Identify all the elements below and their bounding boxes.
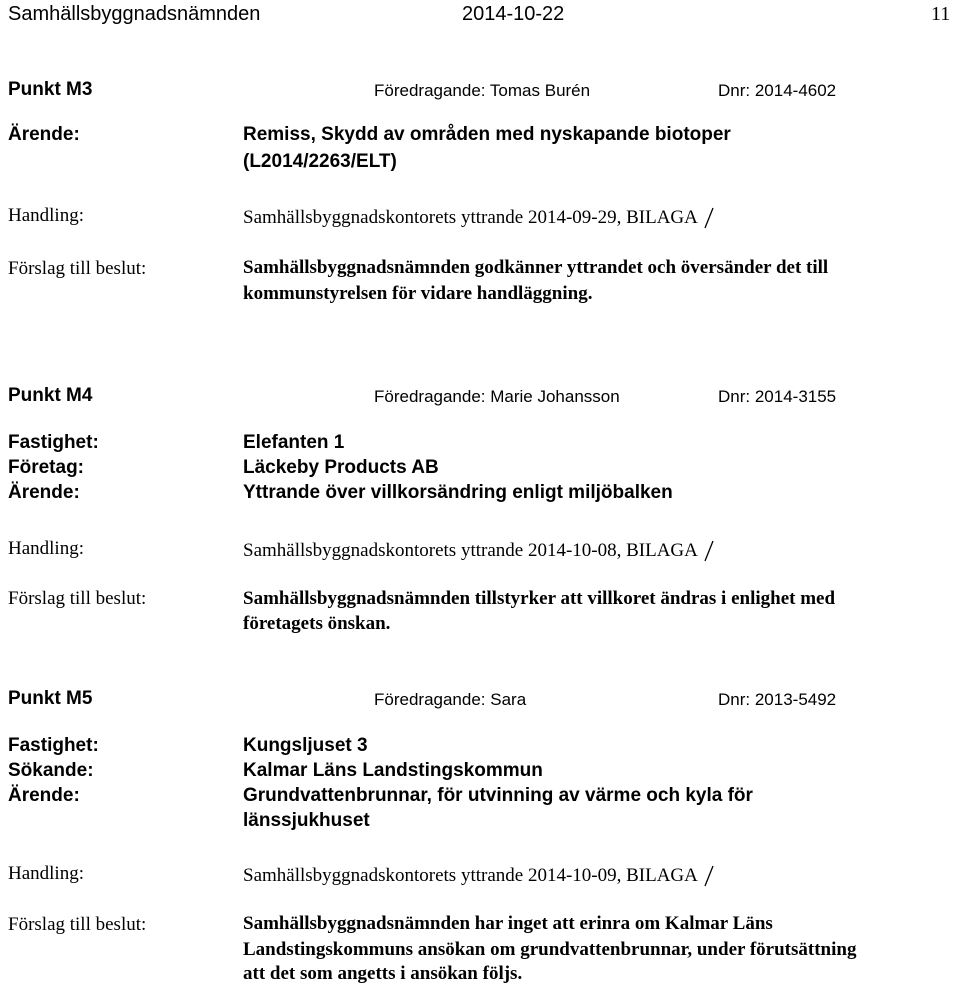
field-value-arende: Yttrande över villkorsändring enligt miljöbalken xyxy=(243,482,673,503)
handling-label: Handling: xyxy=(8,205,84,226)
attachment-icon[interactable] xyxy=(702,863,716,889)
proposal-line: Landstingskommuns ansökan om grundvattenbrunnar, under förutsättning xyxy=(243,939,857,960)
proposal-line: Samhällsbyggnadsnämnden godkänner yttrandet och översänder det till xyxy=(243,257,829,278)
proposal-label: Förslag till beslut: xyxy=(8,258,147,279)
item-dnr: Dnr: 2014-4602 xyxy=(718,81,837,100)
item-dnr: Dnr: 2014-3155 xyxy=(718,387,837,406)
item-presenter: Föredragande: Sara xyxy=(374,690,527,709)
proposal-line: Samhällsbyggnadsnämnden har inget att erinra om Kalmar Läns xyxy=(243,913,773,934)
page-number: 11 xyxy=(931,3,951,25)
field-label-foretag: Företag: xyxy=(8,457,84,478)
proposal-label: Förslag till beslut: xyxy=(8,914,147,935)
proposal-line: Samhällsbyggnadsnämnden tillstyrker att villkoret ändras i enlighet med xyxy=(243,588,836,609)
item-presenter: Föredragande: Tomas Burén xyxy=(374,81,591,100)
handling-document[interactable] xyxy=(243,205,716,231)
header-date: 2014-10-22 xyxy=(462,3,565,25)
handling-text: Samhällsbyggnadskontorets yttrande 2014-10-09, BILAGA xyxy=(243,865,698,886)
handling-label: Handling: xyxy=(8,538,84,559)
field-value-fastighet: Kungsljuset 3 xyxy=(243,735,368,756)
field-label-sokande: Sökande: xyxy=(8,760,94,781)
field-value-arende-line2: länssjukhuset xyxy=(243,810,370,831)
item-presenter: Föredragande: Marie Johansson xyxy=(374,387,620,406)
attachment-icon[interactable] xyxy=(702,205,716,231)
handling-document[interactable] xyxy=(243,863,716,889)
proposal-line: kommunstyrelsen för vidare handläggning. xyxy=(243,283,593,304)
handling-document[interactable] xyxy=(243,538,716,564)
item-title: Punkt M4 xyxy=(8,385,93,406)
field-label-arende: Ärende: xyxy=(8,124,80,145)
header-committee: Samhällsbyggnadsnämnden xyxy=(8,3,261,25)
proposal-line: företagets önskan. xyxy=(243,613,391,634)
field-value-arende-line2: (L2014/2263/ELT) xyxy=(243,151,397,172)
proposal-line: att det som angetts i ansökan följs. xyxy=(243,963,523,984)
item-title: Punkt M5 xyxy=(8,688,93,709)
item-dnr: Dnr: 2013-5492 xyxy=(718,690,837,709)
handling-text: Samhällsbyggnadskontorets yttrande 2014-09-29, BILAGA xyxy=(243,207,698,228)
handling-label: Handling: xyxy=(8,863,84,884)
proposal-label: Förslag till beslut: xyxy=(8,588,147,609)
field-value-arende: Grundvattenbrunnar, för utvinning av värme och kyla för xyxy=(243,785,753,806)
field-value-arende: Remiss, Skydd av områden med nyskapande biotoper xyxy=(243,124,731,145)
field-label-fastighet: Fastighet: xyxy=(8,735,99,756)
item-title: Punkt M3 xyxy=(8,79,93,100)
field-label-arende: Ärende: xyxy=(8,785,80,806)
field-value-fastighet: Elefanten 1 xyxy=(243,432,345,453)
field-label-arende: Ärende: xyxy=(8,482,80,503)
field-value-foretag: Läckeby Products AB xyxy=(243,457,439,478)
attachment-icon[interactable] xyxy=(702,538,716,564)
field-label-fastighet: Fastighet: xyxy=(8,432,99,453)
field-value-sokande: Kalmar Läns Landstingskommun xyxy=(243,760,543,781)
handling-text: Samhällsbyggnadskontorets yttrande 2014-10-08, BILAGA xyxy=(243,540,698,561)
